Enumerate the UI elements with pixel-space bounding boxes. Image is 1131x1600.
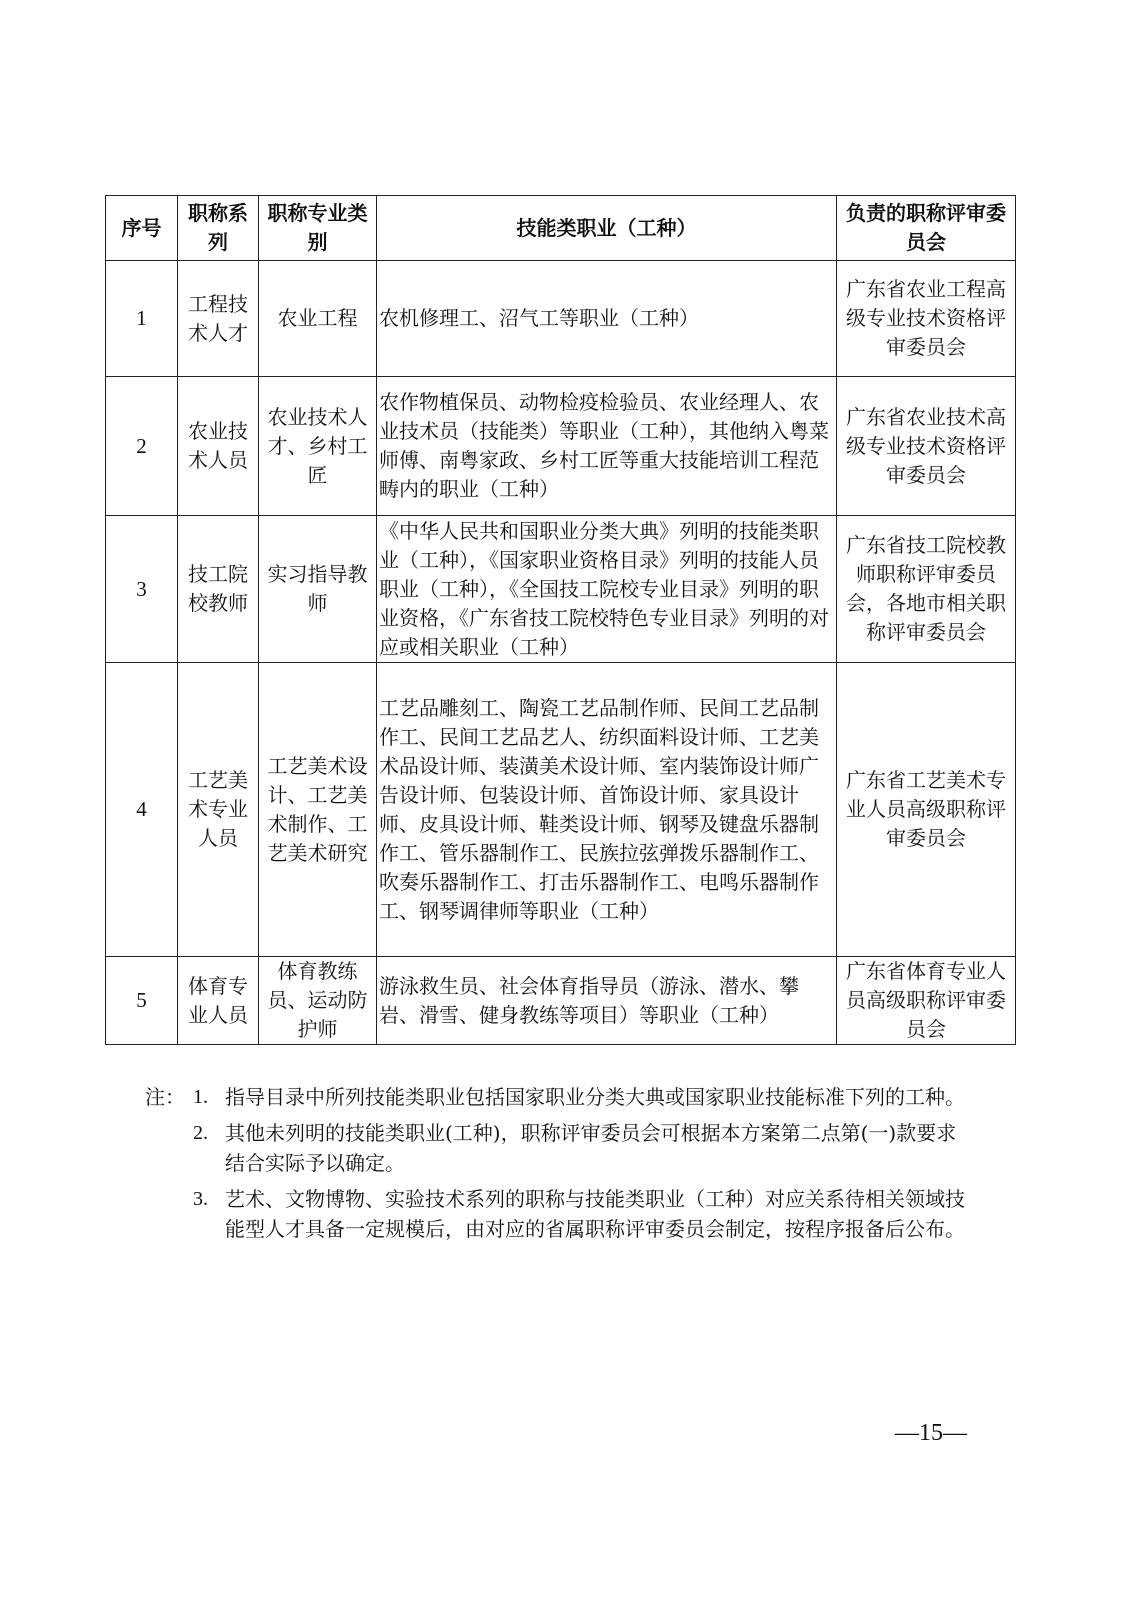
table-row [106,377,1016,516]
row-series: 技工院校教师 [178,516,259,663]
note-number: 1. [193,1086,208,1108]
row-occupations: 农作物植保员、动物检疫检验员、农业经理人、农业技术员（技能类）等职业（工种），其他纳入粤菜师傅、南粤家政、乡村工匠等重大技能培训工程范畴内的职业（工种） [377,377,837,516]
table-row [106,957,1016,1045]
table-row [106,663,1016,957]
row-series: 农业技术人员 [178,377,259,516]
row-committee: 广东省体育专业人员高级职称评审委员会 [837,957,1016,1045]
note-text: 指导目录中所列技能类职业包括国家职业分类大典或国家职业技能标准下列的工种。 [225,1085,965,1109]
note-text: 艺术、文物博物、实验技术系列的职称与技能类职业（工种）对应关系待相关领域技能型人才具备一定规模后，由对应的省属职称评审委员会制定，按程序报备后公布。 [225,1187,965,1241]
header-no: 序号 [106,196,178,261]
row-category: 体育教练员、运动防护师 [259,957,377,1045]
row-committee: 广东省工艺美术专业人员高级职称评审委员会 [837,663,1016,957]
row-series: 工艺美术专业人员 [178,663,259,957]
header-committee: 负责的职称评审委员会 [837,196,1016,261]
note-item [145,1118,975,1178]
occupation-table [105,195,1016,1045]
row-category: 农业工程 [259,261,377,377]
page-number: —15— [895,1420,967,1446]
table-row [106,516,1016,663]
notes-prefix: 注： [145,1085,185,1109]
row-occupations: 游泳救生员、社会体育指导员（游泳、潜水、攀岩、滑雪、健身教练等项目）等职业（工种） [377,957,837,1045]
note-item [145,1082,975,1112]
note-number: 3. [193,1188,208,1210]
row-committee: 广东省农业技术高级专业技术资格评审委员会 [837,377,1016,516]
note-number: 2. [193,1122,208,1144]
note-item [145,1184,975,1244]
note-text: 其他未列明的技能类职业(工种)，职称评审委员会可根据本方案第二点第(一)款要求结合实际予以确定。 [225,1121,957,1175]
notes-section [145,1082,975,1244]
row-committee: 广东省农业工程高级专业技术资格评审委员会 [837,261,1016,377]
header-occupations: 技能类职业（工种） [377,196,837,261]
row-category: 实习指导教师 [259,516,377,663]
row-no: 2 [106,377,178,516]
table-row [106,261,1016,377]
row-occupations: 《中华人民共和国职业分类大典》列明的技能类职业（工种），《国家职业资格目录》列明的技能人员职业（工种），《全国技工院校专业目录》列明的职业资格，《广东省技工院校特色专业目录》列明的对应或相关职业（工种） [377,516,837,663]
row-no: 1 [106,261,178,377]
row-occupations: 工艺品雕刻工、陶瓷工艺品制作师、民间工艺品制作工、民间工艺品艺人、纺织面料设计师、工艺美术品设计师、装潢美术设计师、室内装饰设计师广告设计师、包装设计师、首饰设计师、家具设计师、皮具设计师、鞋类设计师、钢琴及键盘乐器制作工、管乐器制作工、民族拉弦弹拨乐器制作工、吹奏乐器制作工、打击乐器制作工、电鸣乐器制作工、钢琴调律师等职业（工种） [377,663,837,957]
header-series: 职称系列 [178,196,259,261]
header-category: 职称专业类别 [259,196,377,261]
row-no: 4 [106,663,178,957]
row-series: 体育专业人员 [178,957,259,1045]
row-category: 工艺美术设计、工艺美术制作、工艺美术研究 [259,663,377,957]
row-no: 3 [106,516,178,663]
row-no: 5 [106,957,178,1045]
row-occupations: 农机修理工、沼气工等职业（工种） [377,261,837,377]
row-committee: 广东省技工院校教师职称评审委员会，各地市相关职称评审委员会 [837,516,1016,663]
row-category: 农业技术人才、乡村工匠 [259,377,377,516]
row-series: 工程技术人才 [178,261,259,377]
table-header-row [106,196,1016,261]
